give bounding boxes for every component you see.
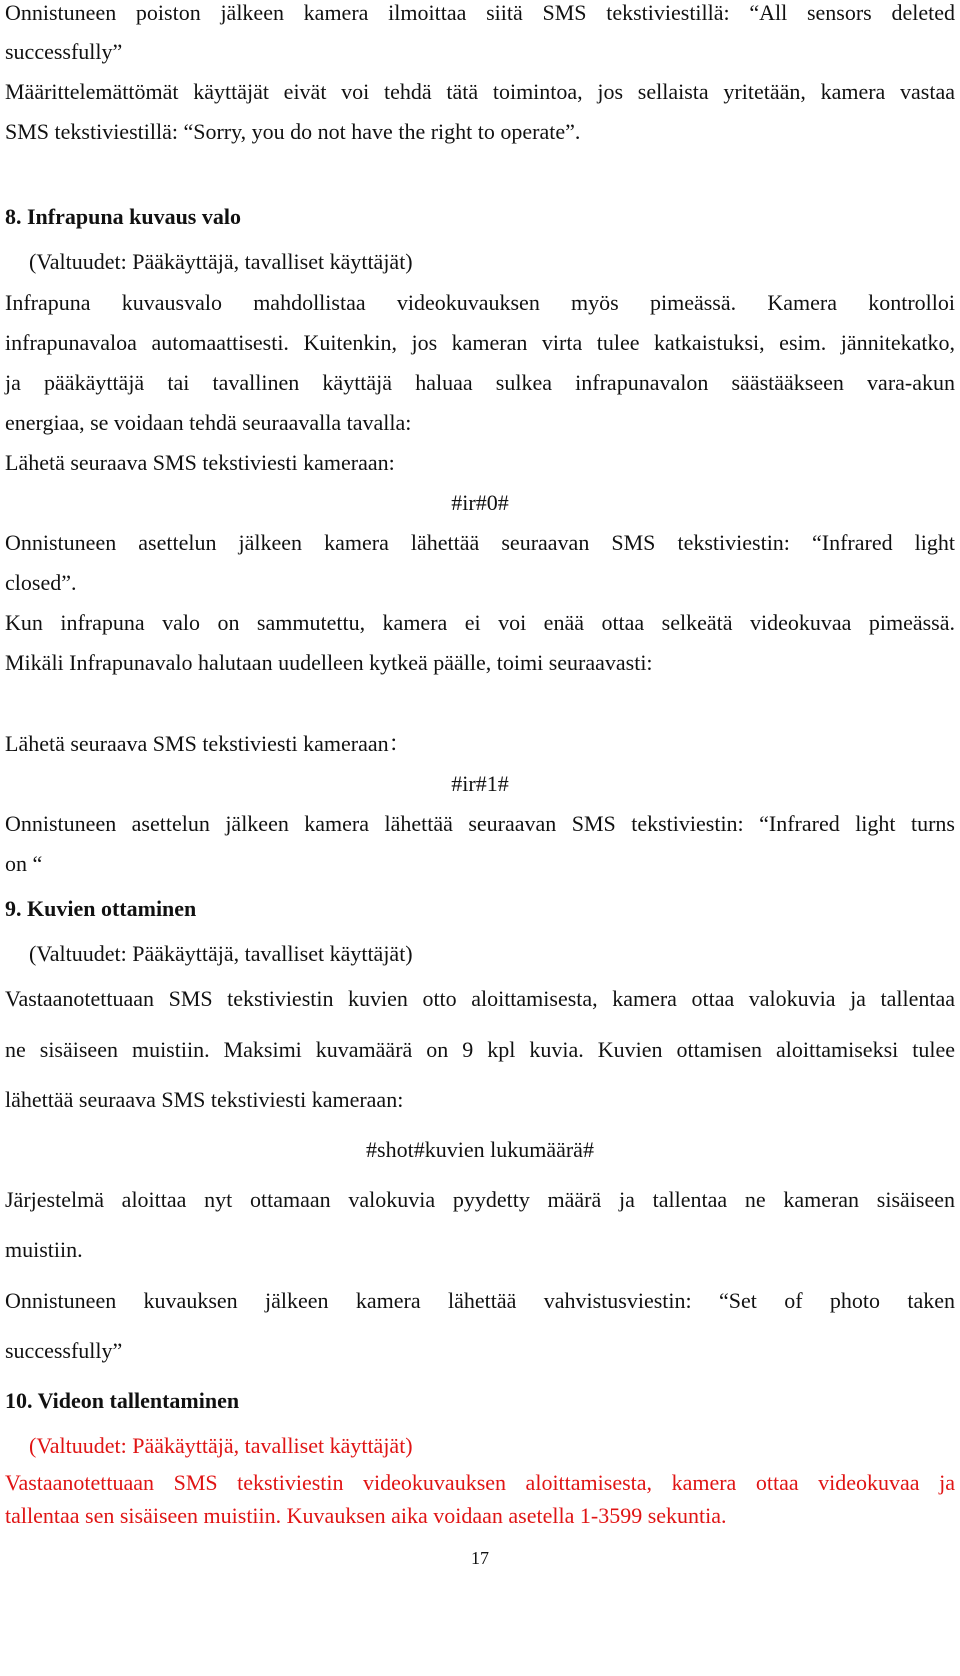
paragraph-line: tallentaa sen sisäiseen muistiin. Kuvauksen aika voidaan asetella 1-3599 sekuntia. <box>5 1503 727 1528</box>
paragraph-line: on “ <box>5 851 43 876</box>
section-heading: 9. Kuvien ottaminen <box>5 896 197 921</box>
paragraph-line: Onnistuneen asettelun jälkeen kamera lähettää seuraavan SMS tekstiviestin: “Infrared light turns <box>5 811 955 836</box>
paragraph-line: Kun infrapuna valo on sammutettu, kamera ei voi enää ottaa selkeätä videokuvaa pimeässä. <box>5 610 955 635</box>
paragraph-line: lähettää seuraava SMS tekstiviesti kameraan: <box>5 1087 404 1112</box>
paragraph-line: Lähetä seuraava SMS tekstiviesti kameraan： <box>5 731 411 756</box>
paragraph-line: Vastaanotettuaan SMS tekstiviestin videokuvauksen aloittamisesta, kamera ottaa videokuvaa ja <box>5 1470 955 1495</box>
paragraph-line: Onnistuneen poiston jälkeen kamera ilmoittaa siitä SMS tekstiviestillä: “All sensors deleted <box>5 0 955 25</box>
permissions-note: (Valtuudet: Pääkäyttäjä, tavalliset käyttäjät) <box>29 249 413 274</box>
paragraph-line: Lähetä seuraava SMS tekstiviesti kameraan: <box>5 450 395 475</box>
paragraph-line: successfully” <box>5 1338 123 1363</box>
paragraph-line: Onnistuneen kuvauksen jälkeen kamera lähettää vahvistusviestin: “Set of photo taken <box>5 1288 955 1313</box>
sms-command: #shot#kuvien lukumäärä# <box>366 1137 594 1162</box>
section-heading: 8. Infrapuna kuvaus valo <box>5 204 241 229</box>
paragraph-line: infrapunavaloa automaattisesti. Kuitenkin, jos kameran virta tulee katkaistuksi, esim. jännitekatko, <box>5 330 955 355</box>
paragraph-line: Onnistuneen asettelun jälkeen kamera lähettää seuraavan SMS tekstiviestin: “Infrared light <box>5 530 955 555</box>
sms-command: #ir#1# <box>451 771 509 796</box>
page-number: 17 <box>471 1548 489 1568</box>
permissions-note: (Valtuudet: Pääkäyttäjä, tavalliset käyttäjät) <box>29 941 413 966</box>
permissions-note: (Valtuudet: Pääkäyttäjä, tavalliset käyttäjät) <box>29 1433 413 1458</box>
paragraph-line: ja pääkäyttäjä tai tavallinen käyttäjä haluaa sulkea infrapunavalon säästääkseen vara-akun <box>5 370 955 395</box>
paragraph-line: Määrittelemättömät käyttäjät eivät voi tehdä tätä toimintoa, jos sellaista yritetään, kamera vastaa <box>5 79 955 104</box>
paragraph-line: Mikäli Infrapunavalo halutaan uudelleen kytkeä päälle, toimi seuraavasti: <box>5 650 653 675</box>
paragraph-line: ne sisäiseen muistiin. Maksimi kuvamäärä on 9 kpl kuvia. Kuvien ottamisen aloittamiseksi tulee <box>5 1037 955 1062</box>
sms-command: #ir#0# <box>451 490 509 515</box>
paragraph-line: Vastaanotettuaan SMS tekstiviestin kuvien otto aloittamisesta, kamera ottaa valokuvia ja tallentaa <box>5 986 955 1011</box>
paragraph-line: SMS tekstiviestillä: “Sorry, you do not have the right to operate”. <box>5 119 581 144</box>
paragraph-line: successfully” <box>5 39 123 64</box>
section-heading: 10. Videon tallentaminen <box>5 1388 240 1413</box>
paragraph-line: Infrapuna kuvausvalo mahdollistaa videokuvauksen myös pimeässä. Kamera kontrolloi <box>5 290 955 315</box>
paragraph-line: Järjestelmä aloittaa nyt ottamaan valokuvia pyydetty määrä ja tallentaa ne kameran sisäiseen <box>5 1187 955 1212</box>
paragraph-line: closed”. <box>5 570 77 595</box>
paragraph-line: energiaa, se voidaan tehdä seuraavalla tavalla: <box>5 410 412 435</box>
paragraph-line: muistiin. <box>5 1237 83 1262</box>
